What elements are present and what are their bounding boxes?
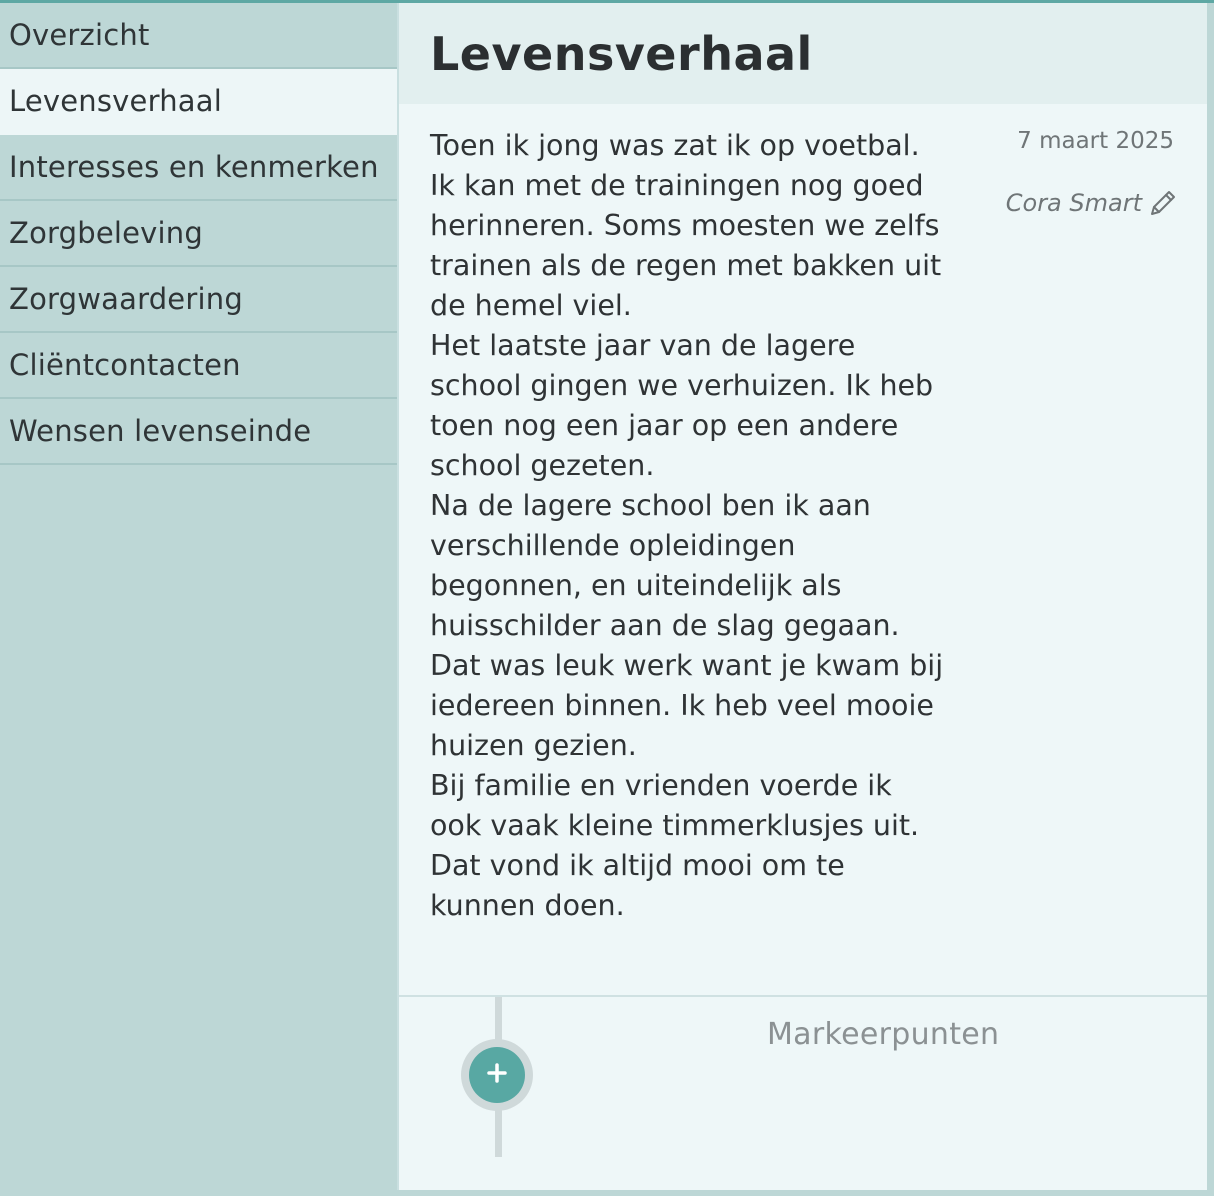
plus-icon: [485, 1061, 509, 1089]
markers-section: [399, 997, 1207, 1187]
page-title: Levensverhaal: [430, 26, 813, 81]
story-paragraph: Toen ik jong was zat ik op voetbal. Ik kan met de trainingen nog goed herinneren. Soms moesten we zelfs trainen als de regen met bakken uit de hemel viel.: [430, 129, 942, 322]
sidebar-item-label: Zorgbeleving: [9, 216, 203, 250]
story-paragraph: Het laatste jaar van de lagere school gingen we verhuizen. Ik heb toen nog een jaar op een andere school gezeten.: [430, 329, 934, 482]
sidebar-item-wensen-levenseinde[interactable]: [0, 399, 397, 465]
sidebar-item-overzicht[interactable]: [0, 3, 397, 69]
sidebar-item-zorgwaardering[interactable]: [0, 267, 397, 333]
sidebar-item-interesses-en-kenmerken[interactable]: [0, 135, 397, 201]
story-paragraph: Na de lagere school ben ik aan verschillende opleidingen begonnen, en uiteindelijk als huisschilder aan de slag gegaan. Dat was leuk werk want je kwam bij iedereen binnen. Ik heb veel mooie huizen gezien.: [430, 489, 944, 762]
sidebar-item-label: Overzicht: [9, 18, 150, 52]
add-marker-button[interactable]: [469, 1047, 525, 1103]
sidebar-item-label: Cliëntcontacten: [9, 348, 241, 382]
sidebar-item-zorgbeleving[interactable]: [0, 201, 397, 267]
main-content: [397, 3, 1207, 1190]
story-entry: [399, 104, 1207, 997]
sidebar-item-label: Interesses en kenmerken: [9, 150, 379, 184]
sidebar-item-label: Levensverhaal: [9, 84, 222, 118]
sidebar-item-levensverhaal[interactable]: [0, 69, 397, 135]
story-paragraph: Bij familie en vrienden voerde ik ook vaak kleine timmerklusjes uit. Dat vond ik altijd mooi om te kunnen doen.: [430, 769, 920, 922]
right-edge: [1207, 3, 1214, 1196]
author-name: Cora Smart: [1005, 189, 1142, 217]
story-text: [430, 126, 950, 926]
markers-title: Markeerpunten: [767, 1017, 1000, 1052]
sidebar: [0, 3, 397, 1196]
entry-date: 7 maart 2025: [1017, 128, 1174, 154]
entry-author: [1006, 188, 1178, 218]
sidebar-item-label: Zorgwaardering: [9, 282, 243, 316]
sidebar-item-clientcontacten[interactable]: [0, 333, 397, 399]
sidebar-item-label: Wensen levenseinde: [9, 414, 312, 448]
page-header: [399, 3, 1207, 104]
pencil-icon[interactable]: [1148, 188, 1178, 218]
